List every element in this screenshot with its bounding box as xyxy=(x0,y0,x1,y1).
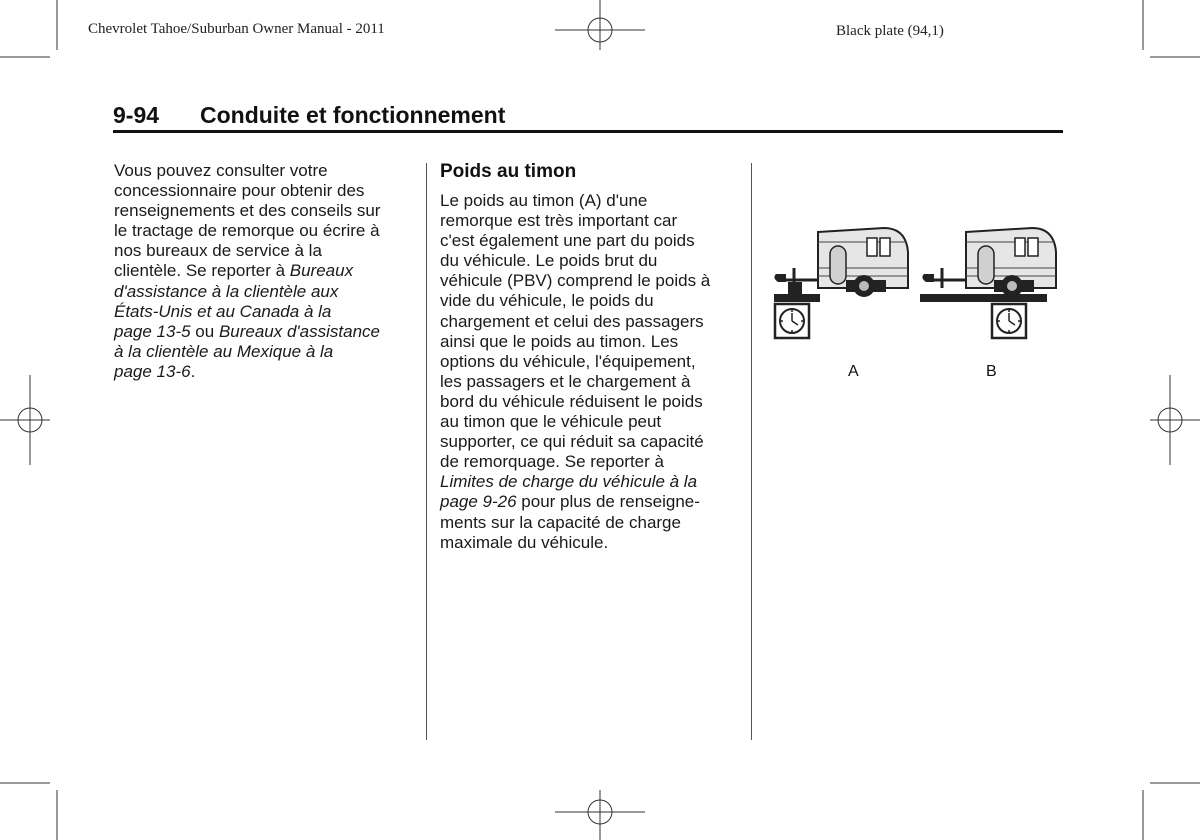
cross-reference-link[interactable]: à la clientèle au Mexique à la xyxy=(114,341,334,361)
figure-label-a: A xyxy=(848,363,859,380)
text-line: bord du véhicule réduisent le poids xyxy=(440,391,703,411)
column-divider xyxy=(426,163,427,740)
text-line: c'est également une part du poids xyxy=(440,231,695,251)
cross-reference-link[interactable]: Bureaux d'assistance xyxy=(218,321,380,341)
figure-label-b: B xyxy=(986,363,997,380)
tongue-weight-illustration xyxy=(772,222,1057,347)
text-line: les passagers et le chargement à xyxy=(440,371,691,391)
text-line: concessionnaire pour obtenir des xyxy=(114,181,365,201)
cross-reference-link[interactable]: États-Unis et au Canada à la xyxy=(114,301,332,321)
text-line: ainsi que le poids au timon. Les xyxy=(440,331,679,351)
section-title: Conduite et fonctionnement xyxy=(200,102,506,128)
text-line xyxy=(114,322,414,342)
text-line: ments sur la capacité de charge xyxy=(440,512,681,532)
cross-reference-link[interactable]: Limites de charge du véhicule à la xyxy=(440,472,698,492)
text-line: du véhicule. Le poids brut du xyxy=(440,251,658,271)
manual-title: Chevrolet Tahoe/Suburban Owner Manual - 2011 xyxy=(88,21,385,37)
cross-reference-link[interactable]: page 13-5 xyxy=(114,321,191,341)
text-line: Vous pouvez consulter votre xyxy=(114,161,328,180)
text-line: le tractage de remorque ou écrire à xyxy=(114,221,380,241)
text-line: options du véhicule, l'équipement, xyxy=(440,351,696,371)
column-2-text xyxy=(440,191,740,553)
subsection-heading: Poids au timon xyxy=(440,161,577,182)
column-divider xyxy=(751,163,752,740)
column-1-text xyxy=(114,161,414,382)
text-line: renseignements et des conseils sur xyxy=(114,201,381,221)
text-run: ou xyxy=(190,321,219,341)
text-line: remorque est très important car xyxy=(440,211,678,231)
text-line xyxy=(440,492,740,512)
text-line xyxy=(114,362,414,382)
cross-reference-link[interactable]: page 13-6 xyxy=(114,361,191,381)
text-line: vide du véhicule, le poids du xyxy=(440,291,654,311)
text-line: au timon que le véhicule peut xyxy=(440,412,662,432)
plate-label: Black plate (94,1) xyxy=(836,23,944,39)
cross-reference-link[interactable]: d'assistance à la clientèle aux xyxy=(114,281,339,301)
text-line xyxy=(114,302,414,322)
scene-a xyxy=(774,228,908,338)
text-line: de remorquage. Se reporter à xyxy=(440,452,664,472)
text-run: . xyxy=(190,361,196,381)
cross-reference-link[interactable]: Bureaux xyxy=(289,261,354,281)
page-title-bar xyxy=(113,100,1063,133)
text-line: supporter, ce qui réduit sa capacité xyxy=(440,432,704,452)
text-line: véhicule (PBV) comprend le poids à xyxy=(440,271,711,291)
text-line: chargement et celui des passagers xyxy=(440,311,704,331)
text-line: maximale du véhicule. xyxy=(440,532,609,552)
cross-reference-link[interactable]: page 9-26 xyxy=(440,492,517,512)
scene-b xyxy=(920,228,1056,338)
text-line xyxy=(440,472,740,492)
text-line xyxy=(114,261,414,281)
text-line xyxy=(114,282,414,302)
text-line xyxy=(114,342,414,362)
text-line: Le poids au timon (A) d'une xyxy=(440,191,648,210)
text-line: nos bureaux de service à la xyxy=(114,241,322,261)
text-run: pour plus de renseigne- xyxy=(516,492,700,512)
page-number: 9-94 xyxy=(113,102,160,128)
text-run: clientèle. Se reporter à xyxy=(114,261,290,281)
